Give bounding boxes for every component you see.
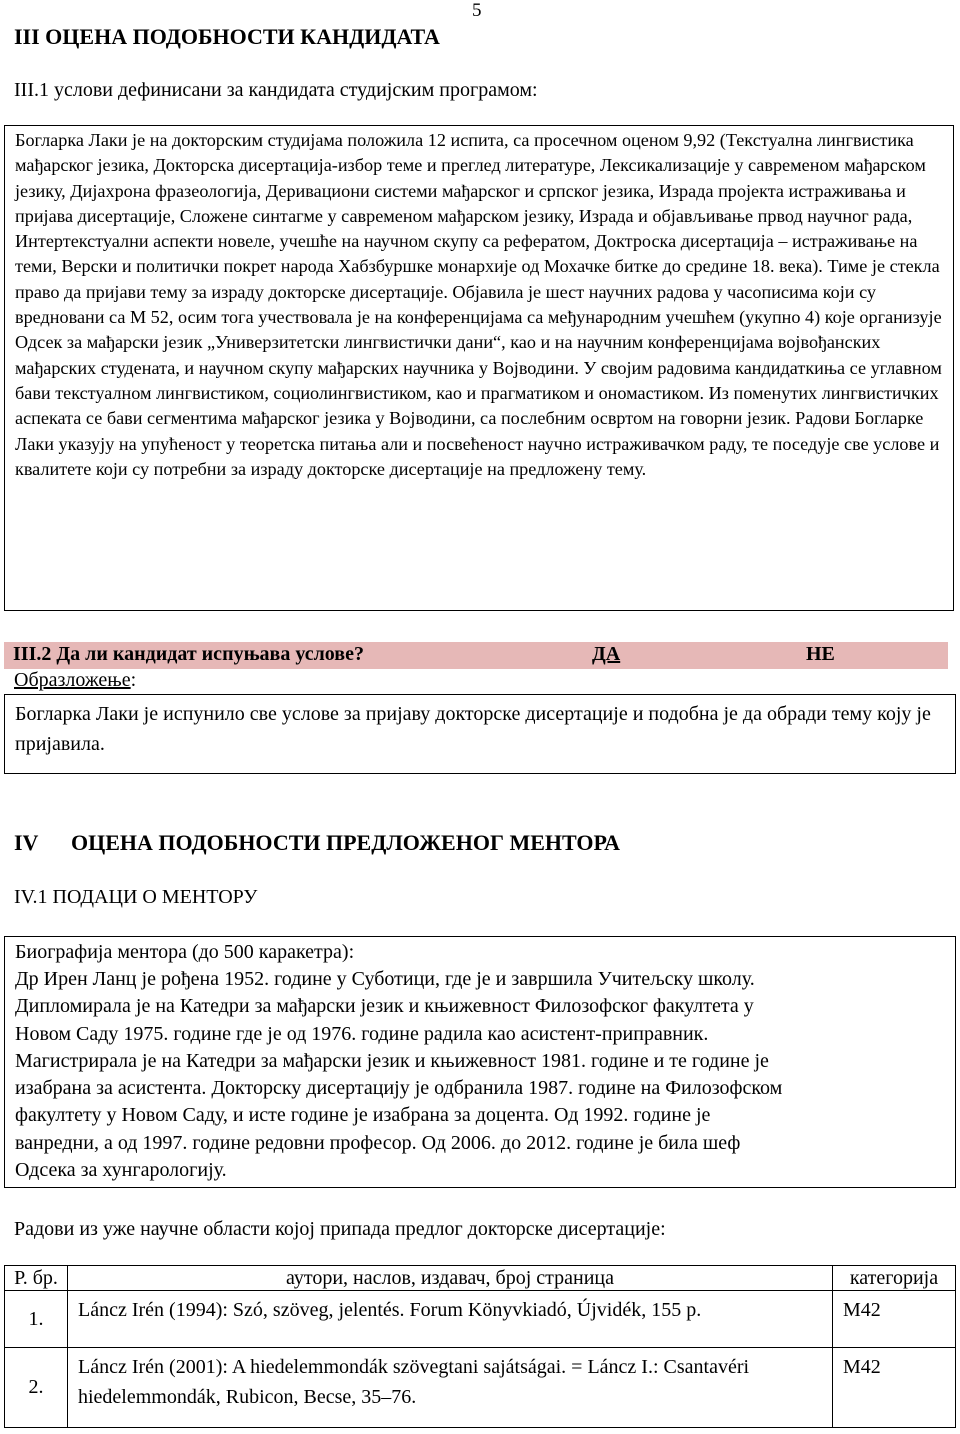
explanation-label-text: Образложење [14, 669, 131, 691]
mentor-papers-table [4, 1265, 956, 1428]
mentor-bio-line: Др Ирен Ланц је рођена 1952. године у Суботици, где је и завршила Учитељску школу. [15, 968, 755, 990]
mentor-bio-label: Биографија ментора (до 500 каракетра): [15, 941, 355, 963]
mentor-bio-line: ванредни, а од 1997. године редовни професор. Од 2006. до 2012. године је била шеф [15, 1131, 741, 1154]
conditions-question-bar [4, 642, 948, 669]
mentor-bio-line: Магистрирала је на Катедри за мађарски језик и књижевност 1981. године и те године је [15, 1049, 769, 1072]
explanation-label [14, 669, 136, 692]
section-3-title: III ОЦЕНА ПОДОБНОСТИ КАНДИДАТА [14, 24, 440, 49]
table-row [5, 1348, 956, 1428]
answer-no: НЕ [806, 643, 835, 665]
conditions-question: III.2 Да ли кандидат испуњава услове? [13, 643, 364, 665]
mentor-bio-box [4, 936, 956, 1188]
header-reference: аутори, наслов, издавач, број страница [68, 1266, 833, 1291]
explanation-text: Богларка Лаки је испунило све услове за пријаву докторске дисертације и подобна је да обради тему коју је пријавила. [15, 703, 931, 755]
mentor-bio-line: факултету у Новом Саду, и исте године је изабрана за доцента. Од 1992. године је [15, 1104, 711, 1127]
row-number: 2. [5, 1348, 68, 1428]
row-category: M42 [833, 1291, 956, 1348]
answer-yes: ДА [592, 643, 621, 665]
row-category: M42 [833, 1348, 956, 1428]
mentor-bio-line: Новом Саду 1975. године где је од 1976. године радила као асистент-приправник. [15, 1022, 709, 1045]
row-number: 1. [5, 1291, 68, 1348]
mentor-bio-line: Дипломирала је на Катедри за мађарски језик и књижевност Филозофског факултета у [15, 995, 754, 1018]
page-number: 5 [472, 0, 482, 21]
section-4-heading: ОЦЕНА ПОДОБНОСТИ ПРЕДЛОЖЕНОГ МЕНТОРА [71, 830, 621, 855]
mentor-papers-label: Радови из уже научне области којој припада предлог докторске дисертације: [14, 1218, 666, 1240]
explanation-box [4, 694, 956, 774]
header-number: Р. бр. [5, 1266, 68, 1291]
header-category: категорија [833, 1266, 956, 1291]
candidate-conditions-box [4, 125, 954, 611]
mentor-bio-line: изабрана за асистента. Докторску дисертацију је одбранила 1987. године на Филозофском [15, 1077, 783, 1100]
section-4-1-title: IV.1 ПОДАЦИ О МЕНТОРУ [14, 886, 258, 908]
row-reference: Láncz Irén (1994): Szó, szöveg, jelentés. Forum Könyvkiadó, Újvidék, 155 p. [68, 1291, 833, 1348]
row-reference: Láncz Irén (2001): A hiedelemmondák szövegtani sajátságai. = Láncz I.: Csantavéri hiedelemmondák, Rubicon, Becse, 35–76. [68, 1348, 833, 1428]
mentor-bio-line: Одсека за хунгарологију. [15, 1159, 227, 1182]
section-3-1-title: III.1 услови дефинисани за кандидата студијским програмом: [14, 79, 538, 101]
section-4-number: IV [14, 830, 39, 855]
explanation-label-colon: : [130, 669, 137, 691]
table-row [5, 1291, 956, 1348]
table-header-row [5, 1266, 956, 1291]
candidate-conditions-text: Богларка Лаки је на докторским студијама положила 12 испита, са просечном оценом 9,92 (Текстуална лингвистика мађарског језика, Докторска дисертација-избор теме и преглед литературе, Лексикализације у савременом мађарском језику, Дијахрона фразеологија, Деривациони системи мађарског и српског језика, Израда пројекта истраживања и пријава дисертације, Сложене синтагме у савременом мађарском језику, Израда и објављивање првод научног рада, Интертекстуални аспекти новеле, учешће на научном скупу са рефератом, Доктроска дисертација – истраживање на теми, Верски и политички покрет народа Хабзбуршке монархије од Мохачке битке до средине 18. века). Тиме је стекла право да пријави тему за израду докторске дисертације. Објавила је шест научних радова у часописима који су вредновани са М 52, осим тога учествовала је на конференцијама са међународним учешћем (укупно 4) које организује Одсек за мађарски језик „Универзитетски лингвистички дани“, као и на научним конференцијама војвођанских мађарских студената, и научном скупу мађарских научника у Војводини. У својим радовима кандидаткиња се углавном бави текстуалном лингвистиком, социолингвистиком, као и прагматиком и ономастиком. Из поменутих лингвистичких аспеката се бави сегментима мађарског језика у Војводини, са послебним освртом на говорни језик. Радови Богларке Лаки указују на упућеност у теоретска питања али и посвећеност научно истраживачком раду, те поседује све услове и квалитете који су потребни за израду докторске дисертације на предложену тему. [15, 130, 942, 479]
